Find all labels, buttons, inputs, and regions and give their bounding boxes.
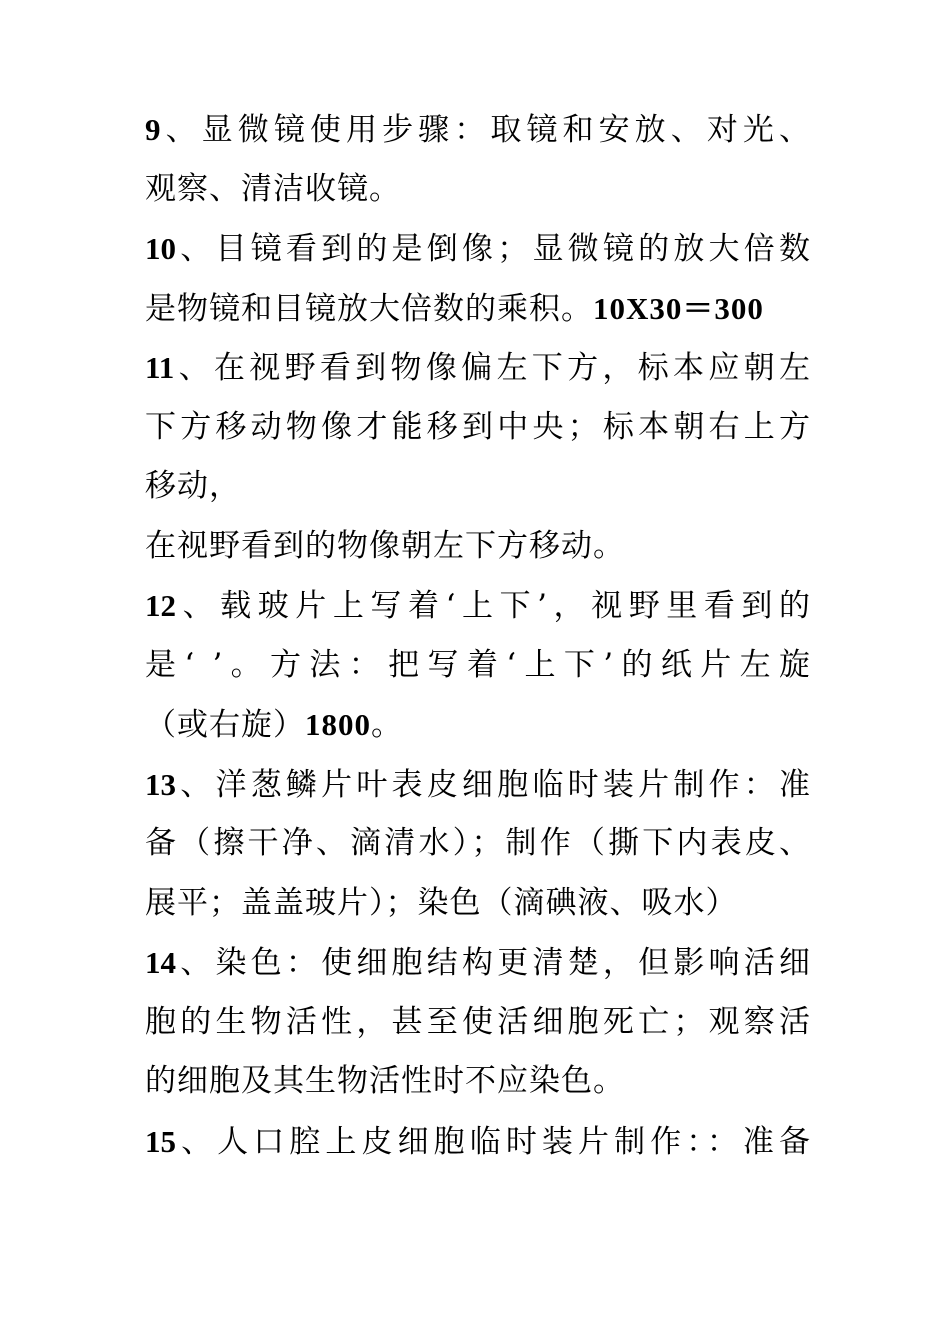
paragraph-line: [145, 100, 810, 160]
paragraph-line: [145, 874, 810, 934]
line-text: 备（擦干净、滴清水）；制作（撕下内表皮、: [145, 825, 810, 861]
paragraph-line: [145, 279, 810, 339]
line-text: 是物镜和目镜放大倍数的乘积。: [145, 290, 593, 327]
line-text: 、显微镜使用步骤：取镜和安放、对光、: [160, 112, 810, 148]
paragraph-line: [145, 993, 810, 1053]
line-text: 、在视野看到物像偏左下方，标本应朝左: [174, 350, 810, 386]
line-text: 观察、清洁收镜。: [145, 170, 401, 207]
line-text: 的细胞及其生物活性时不应染色。: [145, 1063, 625, 1099]
paragraph-line: [145, 219, 810, 279]
line-text: 、目镜看到的是倒像；显微镜的放大倍数: [176, 231, 810, 267]
line-text: 展平；盖盖玻片）；染色（滴碘液、吸水）: [145, 884, 738, 921]
paragraph-line: [145, 1052, 810, 1112]
paragraph-line: [145, 695, 810, 755]
line-text: 移动，: [145, 468, 241, 504]
paragraph-line: [145, 636, 810, 696]
paragraph-line: [145, 457, 810, 517]
line-text: 在视野看到的物像朝左下方移动。: [145, 527, 625, 564]
line-text-end: 。: [371, 707, 403, 743]
item-number: 13: [145, 766, 176, 802]
paragraph-line: [145, 755, 810, 815]
magnification-formula: 10X30＝300: [593, 290, 764, 326]
line-text: 是‘ ’。方法：把写着‘上下’的纸片左旋: [145, 646, 810, 683]
line-text: （或右旋）: [145, 707, 305, 743]
paragraph-line: [145, 1112, 810, 1172]
item-number: 12: [145, 588, 176, 623]
document-page: [145, 100, 810, 1171]
line-text: 、染色：使细胞结构更清楚，但影响活细: [176, 945, 810, 981]
item-number: 10: [145, 231, 176, 266]
item-number: 15: [145, 1123, 176, 1159]
line-text: 、洋葱鳞片叶表皮细胞临时装片制作：准: [176, 766, 810, 803]
line-text: 下方移动物像才能移到中央；标本朝右上方: [145, 408, 810, 445]
line-text: 、人口腔上皮细胞临时装片制作：：准备: [176, 1123, 810, 1160]
paragraph-line: [145, 576, 810, 636]
paragraph-line: [145, 160, 810, 220]
paragraph-line: [145, 933, 810, 993]
paragraph-line: [145, 814, 810, 874]
item-number: 9: [145, 112, 161, 147]
rotation-degrees: 1800: [305, 707, 371, 742]
item-number: 11: [145, 350, 175, 385]
item-number: 14: [145, 945, 176, 980]
line-text: 、载玻片上写着‘上下’，视野里看到的: [176, 588, 810, 624]
paragraph-line: [145, 398, 810, 458]
line-text: 胞的生物活性，甚至使活细胞死亡；观察活: [145, 1003, 810, 1040]
paragraph-line: [145, 517, 810, 577]
paragraph-line: [145, 338, 810, 398]
